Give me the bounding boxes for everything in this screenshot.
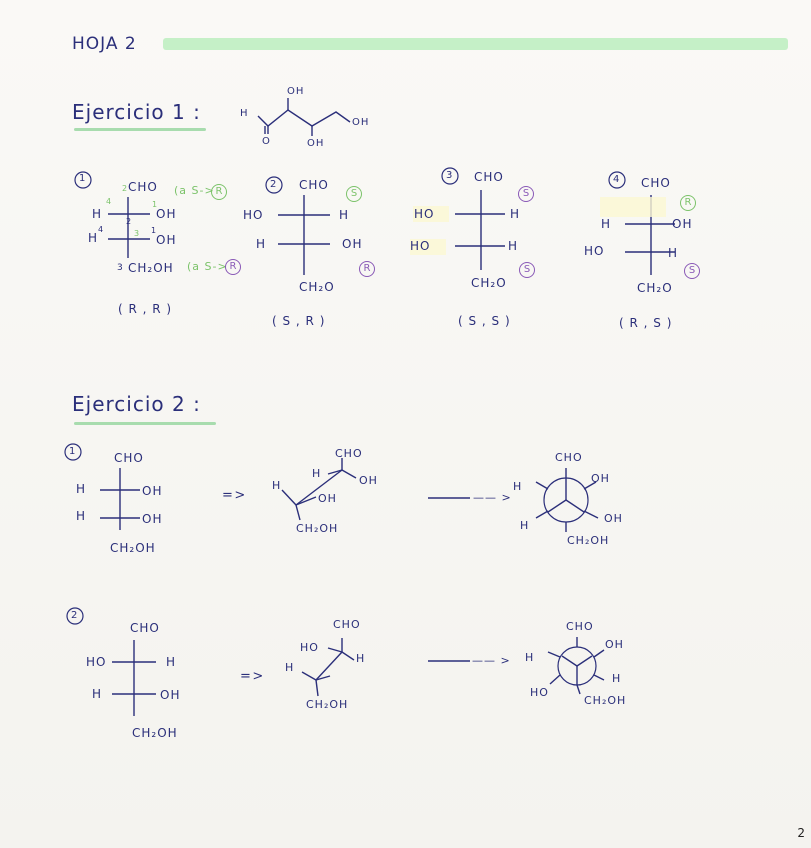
ej2-b-fischer-top: CHO (130, 621, 160, 635)
f2-badge-1: S (346, 186, 362, 202)
ej2-b-newman-h1: H (525, 651, 535, 664)
f3-bottom: CH₂O (471, 276, 507, 290)
ej2-a-newman-h1: H (513, 480, 523, 493)
ej2-b-fischer-r1: H (166, 655, 177, 669)
ej2-a-saw-oh1: OH (359, 474, 378, 487)
ej2-b-fischer-r2: OH (160, 688, 181, 702)
exercise-2-underline (74, 422, 216, 425)
f1-note-2: (a S-> (187, 260, 228, 273)
ej2-b-saw-h2: H (285, 661, 295, 674)
f4-badge-2: S (684, 263, 700, 279)
f1-r2: OH (156, 233, 177, 247)
ej2-b-fischer-l2: H (92, 687, 103, 701)
f1-bottom: CH₂OH (128, 261, 174, 275)
ej2-a-arrow-1: => (222, 488, 247, 503)
skeletal-o: O (262, 136, 271, 147)
f1-r1: OH (156, 207, 177, 221)
ej2-a-fischer-l2: H (76, 509, 87, 523)
ej2-b-saw-h1: H (356, 652, 366, 665)
ej2-a-fischer-bottom: CH₂OH (110, 541, 156, 555)
label-3: 3 (117, 263, 124, 273)
sheet-title: HOJA 2 (72, 34, 137, 54)
ej2-b-saw-ho: HO (300, 641, 319, 654)
f2-r2: OH (342, 237, 363, 251)
ej2-a-newman-cho: CHO (555, 451, 583, 464)
exercise-2-title: Ejercicio 2 : (72, 392, 201, 416)
ej2-b-fischer-bottom: CH₂OH (132, 726, 178, 740)
ej2-a-newman-oh2: OH (604, 512, 623, 525)
f3-r2: H (508, 239, 519, 253)
f4-l2: HO (584, 244, 605, 258)
f3-config: ( S , S ) (458, 314, 511, 328)
label-1b: 1 (151, 226, 158, 235)
ej2-b-newman-oh1: OH (605, 638, 624, 651)
ej2-b-saw-ch2oh: CH₂OH (306, 698, 349, 711)
ej2-a-newman-ch2oh: CH₂OH (567, 534, 610, 547)
f1-note-1: (a S-> (174, 184, 215, 197)
exercise-1-title: Ejercicio 1 : (72, 100, 201, 124)
f4-config: ( R , S ) (619, 316, 673, 330)
f4-l1: H (601, 217, 612, 231)
f2-top: CHO (299, 178, 329, 192)
ej2-a-saw-h2: H (272, 479, 282, 492)
ej2-b-newman-ho: HO (530, 686, 549, 699)
ej2-a-arrow-2: —— > (473, 491, 512, 504)
f1-top: CHO (128, 180, 158, 194)
ej2-a-fischer-l1: H (76, 482, 87, 496)
f3-r1: H (510, 207, 521, 221)
label-c2: 2 (126, 217, 133, 226)
f4-top: CHO (641, 176, 671, 190)
ej2-a-newman-h2: H (520, 519, 530, 532)
ej2-a-fischer-top: CHO (114, 451, 144, 465)
f4-r2: H (668, 246, 679, 260)
label-4b: 4 (98, 225, 105, 234)
ej2-a-saw-h1: H (312, 467, 322, 480)
ej2-a-fischer-r2: OH (142, 512, 163, 526)
f1-config: ( R , R ) (118, 302, 173, 316)
ej2-a-fischer-r1: OH (142, 484, 163, 498)
ej2-b-newman-ch2oh: CH₂OH (584, 694, 627, 707)
ej2-a-saw-ch2oh: CH₂OH (296, 522, 339, 535)
f2-l1: HO (243, 208, 264, 222)
f3-l1: HO (414, 207, 435, 221)
f4-r1: OH (672, 217, 693, 231)
f2-badge-2: R (359, 261, 375, 277)
ej2-b-number: 2 (71, 610, 79, 621)
label-2: 2 (122, 184, 129, 193)
ej2-b-newman-cho: CHO (566, 620, 594, 633)
ej2-b-saw-cho: CHO (333, 618, 361, 631)
f4-bottom: CH₂O (637, 281, 673, 295)
ej2-b-arrow-1: => (240, 669, 265, 684)
item-number-1: 1 (79, 173, 87, 184)
f4-badge-1: R (680, 195, 696, 211)
f1-badge-r-top: R (211, 184, 227, 200)
ej2-b-fischer-l1: HO (86, 655, 107, 669)
ej2-b-newman-h2: H (612, 672, 622, 685)
highlight-4 (600, 197, 666, 217)
f3-badge-2: S (519, 262, 535, 278)
ej2-a-newman-oh1: OH (591, 472, 610, 485)
skeletal-oh-right: OH (352, 117, 370, 128)
label-c3: 3 (134, 229, 141, 238)
f2-r1: H (339, 208, 350, 222)
item-number-4: 4 (613, 174, 621, 185)
f1-l1: H (92, 207, 103, 221)
f1-l2: H (88, 231, 99, 245)
label-1a: 1 (152, 200, 159, 209)
ej2-a-saw-cho: CHO (335, 447, 363, 460)
f3-badge-1: S (518, 186, 534, 202)
ej2-b-arrow-2: —— > (472, 654, 511, 667)
f2-bottom: CH₂O (299, 280, 335, 294)
f3-top: CHO (474, 170, 504, 184)
item-number-3: 3 (446, 170, 454, 181)
ej2-a-saw-oh2: OH (318, 492, 337, 505)
f2-config: ( S , R ) (272, 314, 326, 328)
skeletal-oh-bottom: OH (307, 138, 325, 149)
f3-l2: HO (410, 239, 431, 253)
item-number-2: 2 (270, 179, 278, 190)
skeletal-oh-top: OH (287, 86, 305, 97)
label-4a: 4 (106, 197, 113, 206)
skeletal-h: H (240, 108, 249, 119)
ej2-a-number: 1 (69, 446, 77, 457)
page-number: 2 (797, 826, 805, 840)
f2-l2: H (256, 237, 267, 251)
f1-badge-r-bottom: R (225, 259, 241, 275)
